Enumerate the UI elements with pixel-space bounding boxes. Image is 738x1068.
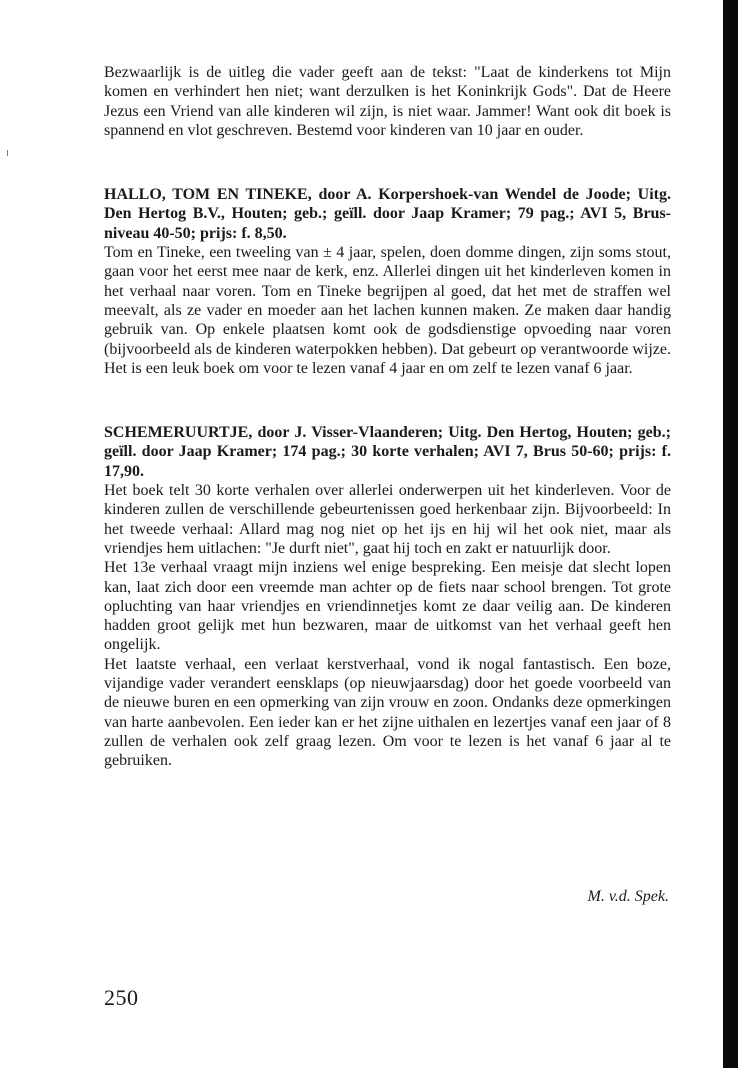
section-gap	[104, 140, 671, 185]
section-gap	[104, 378, 671, 423]
page-spine-shadow	[723, 0, 738, 1068]
review-schemeruurtje	[104, 423, 671, 770]
scan-speck	[7, 150, 8, 156]
review-paragraph: Het laatste verhaal, een verlaat kerstverhaal, vond ik nogal fantastisch. Een boze, vijandige vader verandert eensklaps (op nieuwjaarsdag) door het goede voorbeeld van de nieuwe buren en een opmerking van zijn vrouw en zoon. Ondanks deze opmerkingen van harte aanbevolen. Een ieder kan er het zijne uithalen en lezertjes vanaf een jaar of 8 zullen de verhalen ook zelf graag lezen. Om voor te lezen is het vanaf 6 jaar al te gebruiken.	[104, 655, 671, 770]
review-body: Tom en Tineke, een tweeling van ± 4 jaar, spelen, doen domme dingen, zijn soms stout, gaan voor het eerst mee naar de kerk, enz. Allerlei dingen uit het kinderleven komen in het verhaal naar voren. Tom en Tineke begrijpen al goed, dat het met de straffen wel meevalt, als ze vader en moeder aan het lachen kunnen maken. Ze maken daar handig gebruik van. Op enkele plaatsen komt ook de godsdienstige opvoeding naar voren (bijvoorbeeld als de kinderen waterpokken hebben). Dat gebeurt op verantwoorde wijze. Het is een leuk boek om voor te lezen vanaf 4 jaar en om zelf te lezen vanaf 6 jaar.	[104, 244, 671, 377]
page-text-block	[104, 63, 671, 771]
review-paragraph: Het boek telt 30 korte verhalen over allerlei onderwerpen uit het kinderleven. Voor de kinderen zullen de verschillende gebeurtenissen goed herkenbaar zijn. Bijvoorbeeld: In het tweede verhaal: Allard mag nog niet op het ijs en hij wil het ook niet, maar als vriendjes hem uitlachen: "Je durft niet", gaat hij toch en zakt er natuurlijk door.	[104, 482, 671, 557]
review-heading: HALLO, TOM EN TINEKE, door A. Korpershoek-van Wendel de Joode; Uitg. Den Hertog B.V., Houten; geb.; geïll. door Jaap Kramer; 79 pag.; AVI 5, Brus-niveau 40-50; prijs: f. 8,50.	[104, 186, 671, 242]
reviewer-signature: M. v.d. Spek.	[587, 888, 669, 905]
review-paragraph: Het 13e verhaal vraagt mijn inziens wel enige bespreking. Een meisje dat slecht lopen kan, laat zich door een vreemde man achter op de fiets naar school brengen. Tot grote opluchting van haar vriendjes en vriendinnetjes komt ze daar veilig aan. De kinderen hadden groot gelijk met hun bezwaren, maar de uitkomst van het verhaal geeft hen ongelijk.	[104, 559, 671, 654]
review-hallo-tom-en-tineke	[104, 185, 671, 378]
review-heading: SCHEMERUURTJE, door J. Visser-Vlaanderen; Uitg. Den Hertog, Houten; geb.; geïll. door Jaap Kramer; 174 pag.; 30 korte verhalen; AVI 7, Brus 50-60; prijs: f. 17,90.	[104, 424, 671, 480]
page-number: 250	[104, 985, 139, 1010]
intro-paragraph: Bezwaarlijk is de uitleg die vader geeft aan de tekst: "Laat de kinderkens tot Mijn komen en verhindert hen niet; want derzulken is het Koninkrijk Gods". Dat de Heere Jezus een Vriend van alle kinderen wil zijn, is niet waar. Jammer! Want ook dit boek is spannend en vlot geschreven. Bestemd voor kinderen van 10 jaar en ouder.	[104, 64, 671, 139]
